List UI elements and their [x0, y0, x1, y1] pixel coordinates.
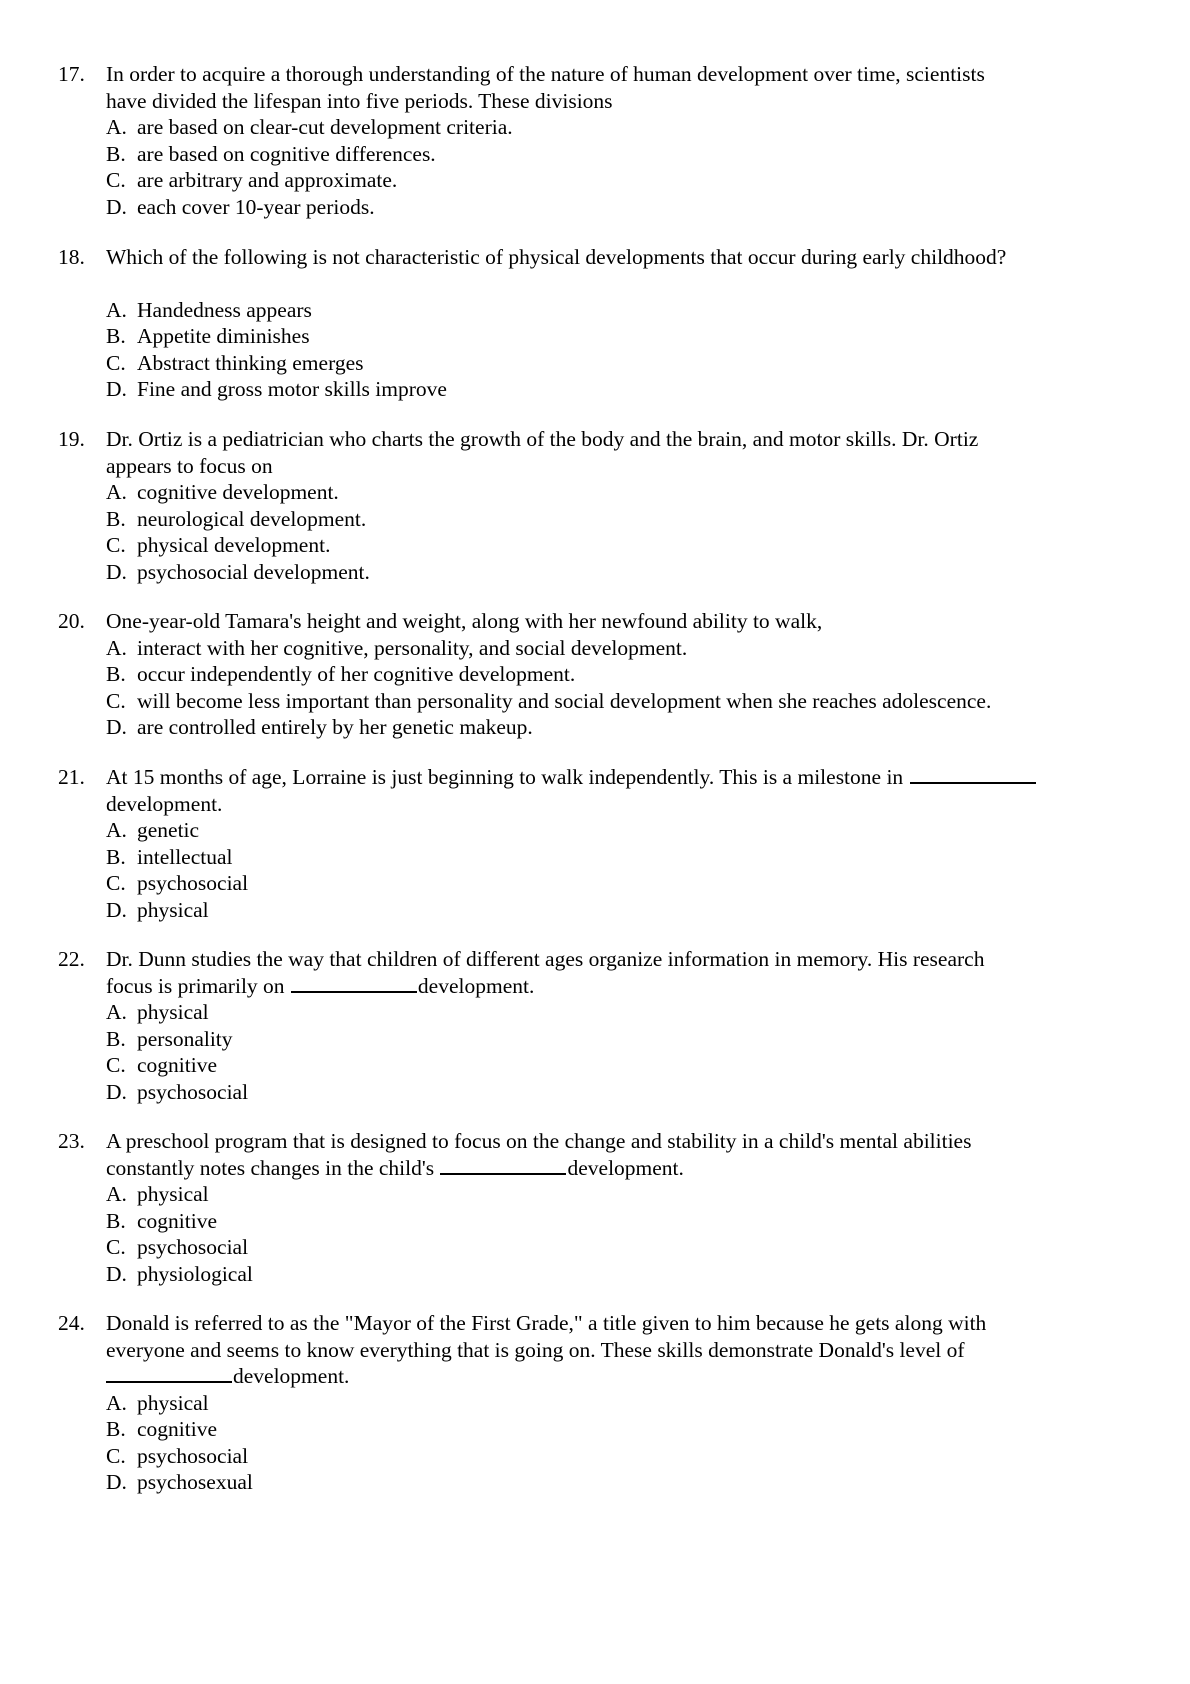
option-c: C. will become less important than personality and social development when she reaches adolescence.	[106, 688, 992, 713]
question-stem: Dr. Dunn studies the way that children of different ages organize information in memory. His research focus is primarily on development.	[106, 947, 985, 998]
option-a: A. genetic	[106, 818, 200, 842]
option-b: B. are based on cognitive differences.	[106, 141, 436, 166]
option-b: B. cognitive	[106, 1417, 218, 1441]
question-stem: Which of the following is not characteristic of physical developments that occur during early childhood?	[106, 245, 1007, 269]
option-b: B. personality	[106, 1026, 233, 1051]
option-d: D. psychosocial	[106, 1079, 249, 1104]
option-a: A. are based on clear-cut development criteria.	[106, 115, 513, 139]
option-c: C. cognitive	[106, 1053, 218, 1077]
option-b: B. intellectual	[106, 844, 233, 869]
option-c: C. are arbitrary and approximate.	[106, 168, 398, 192]
option-d: D. psychosexual	[106, 1470, 253, 1494]
question-number: 21.	[58, 765, 85, 789]
question-number: 22.	[58, 947, 85, 971]
option-c: C. psychosocial	[106, 1443, 249, 1468]
option-d: D. physiological	[106, 1261, 253, 1286]
question-stem: Donald is referred to as the "Mayor of the First Grade," a title given to him because he gets along with everyone and seems to know everything that is going on. These skills demonstrate Donald's level of development.	[106, 1311, 987, 1388]
question-stem: Dr. Ortiz is a pediatrician who charts the growth of the body and the brain, and motor skills. Dr. Ortiz appears to focus on	[106, 427, 979, 478]
answer-blank	[291, 973, 417, 993]
option-a: A. interact with her cognitive, personality, and social development.	[106, 635, 688, 660]
option-c: C. psychosocial	[106, 871, 249, 895]
question-number: 23.	[58, 1129, 85, 1153]
answer-blank	[106, 1363, 232, 1383]
option-d: D. Fine and gross motor skills improve	[106, 377, 447, 401]
answer-blank	[440, 1155, 566, 1175]
option-c: C. psychosocial	[106, 1235, 249, 1259]
question-stem: In order to acquire a thorough understanding of the nature of human development over time, scientists have divided the lifespan into five periods. These divisions	[106, 62, 985, 113]
question-stem: At 15 months of age, Lorraine is just beginning to walk independently. This is a milestone in development.	[106, 764, 1146, 817]
option-a: A. physical	[106, 1390, 209, 1415]
option-b: B. cognitive	[106, 1208, 218, 1233]
option-c: C. Abstract thinking emerges	[106, 350, 364, 375]
option-d: D. are controlled entirely by her genetic makeup.	[106, 715, 533, 739]
option-a: A. cognitive development.	[106, 480, 339, 504]
option-a: A. Handedness appears	[106, 297, 312, 322]
answer-blank	[910, 764, 1036, 784]
option-b: B. neurological development.	[106, 506, 367, 531]
question-stem: One-year-old Tamara's height and weight, along with her newfound ability to walk,	[106, 609, 823, 633]
option-b: B. occur independently of her cognitive development.	[106, 662, 576, 686]
question-number: 17.	[58, 62, 85, 86]
question-stem: A preschool program that is designed to focus on the change and stability in a child's mental abilities constantly notes changes in the child's development.	[106, 1129, 972, 1180]
question-number: 24.	[58, 1311, 85, 1335]
option-a: A. physical	[106, 1000, 209, 1024]
question-number: 20.	[58, 609, 85, 633]
option-a: A. physical	[106, 1182, 209, 1206]
option-c: C. physical development.	[106, 533, 331, 557]
question-number: 19.	[58, 427, 85, 451]
option-d: D. each cover 10-year periods.	[106, 194, 375, 219]
option-d: D. physical	[106, 897, 209, 922]
option-b: B. Appetite diminishes	[106, 324, 310, 348]
question-number: 18.	[58, 245, 85, 269]
option-d: D. psychosocial development.	[106, 559, 370, 584]
